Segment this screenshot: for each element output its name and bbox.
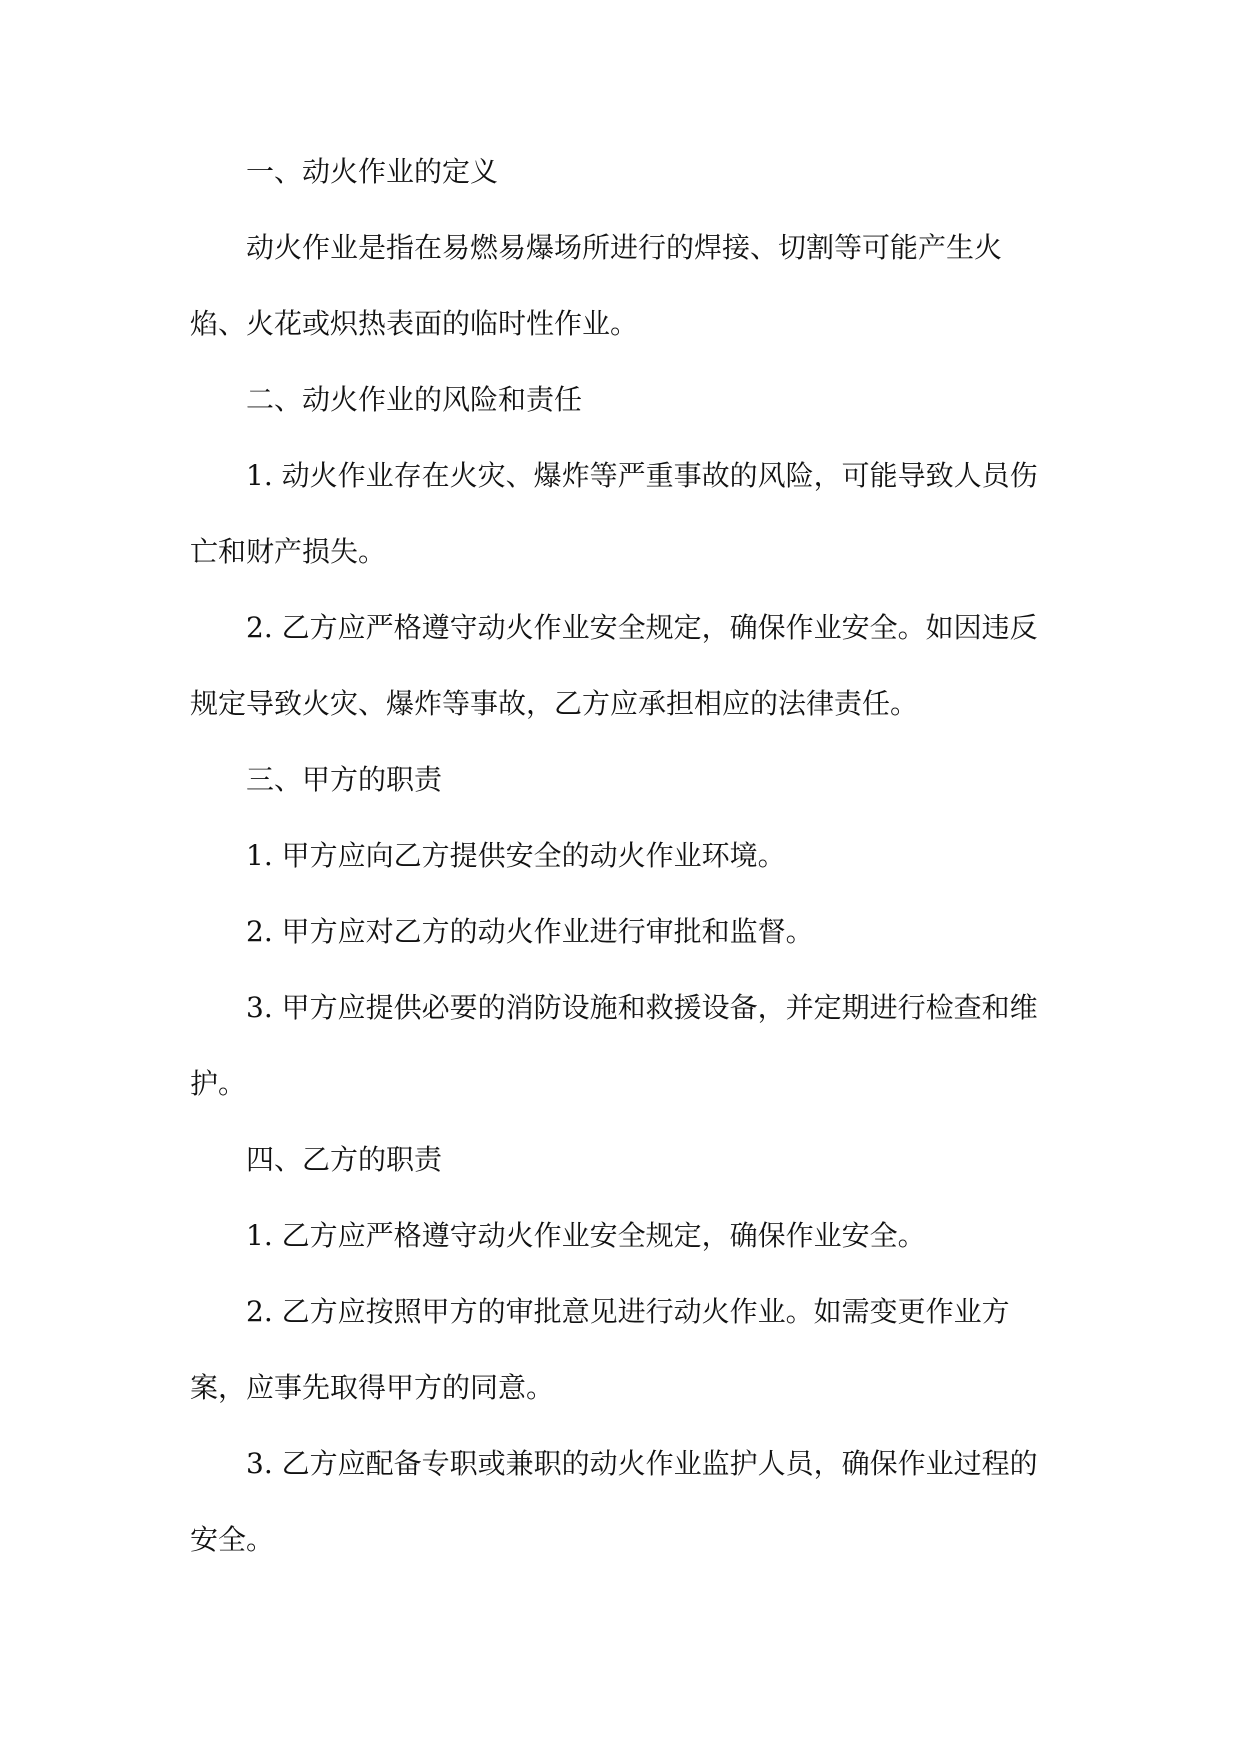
paragraph-party-a-2: 2. 甲方应对乙方的动火作业进行审批和监督。 xyxy=(246,915,814,948)
paragraph-party-a-1: 1. 甲方应向乙方提供安全的动火作业环境。 xyxy=(246,839,786,872)
paragraph-party-b-3: 3. 乙方应配备专职或兼职的动火作业监护人员，确保作业过程的安全。 xyxy=(190,1447,1038,1556)
document-body xyxy=(190,134,1052,1578)
paragraph-risk-2: 2. 乙方应严格遵守动火作业安全规定，确保作业安全。如因违反规定导致火灾、爆炸等事故，乙方应承担相应的法律责任。 xyxy=(190,611,1038,720)
section-heading-party-a: 三、甲方的职责 xyxy=(246,763,443,796)
section-heading-party-b: 四、乙方的职责 xyxy=(246,1143,443,1176)
paragraph-party-a-3: 3. 甲方应提供必要的消防设施和救援设备，并定期进行检查和维护。 xyxy=(190,991,1038,1100)
paragraph-party-b-2: 2. 乙方应按照甲方的审批意见进行动火作业。如需变更作业方案，应事先取得甲方的同意。 xyxy=(190,1295,1010,1404)
paragraph-party-b-1: 1. 乙方应严格遵守动火作业安全规定，确保作业安全。 xyxy=(246,1219,926,1252)
paragraph-risk-1: 1. 动火作业存在火灾、爆炸等严重事故的风险，可能导致人员伤亡和财产损失。 xyxy=(190,459,1038,568)
section-heading-definition: 一、动火作业的定义 xyxy=(246,155,499,188)
section-heading-risk: 二、动火作业的风险和责任 xyxy=(246,383,583,416)
paragraph-definition: 动火作业是指在易燃易爆场所进行的焊接、切割等可能产生火焰、火花或炽热表面的临时性作业。 xyxy=(190,231,1003,340)
